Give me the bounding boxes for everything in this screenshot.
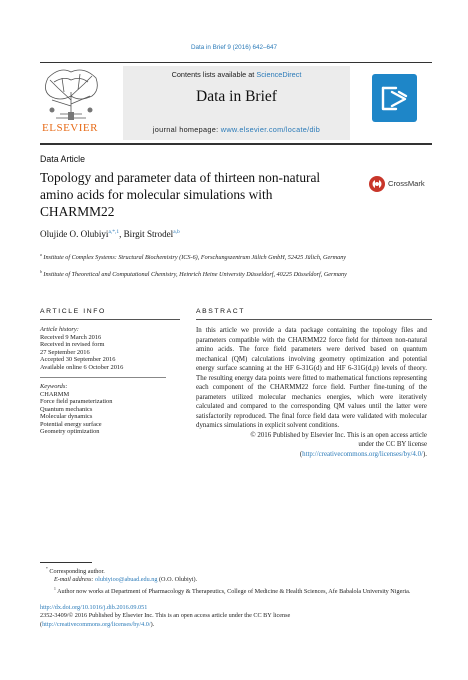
- header-rule-top: [40, 62, 432, 63]
- email-note: [40, 576, 432, 584]
- cc-close: ).: [150, 620, 155, 628]
- keywords-label: Keywords:: [40, 383, 68, 390]
- paren-close: ).: [422, 450, 427, 458]
- crossmark-badge[interactable]: [368, 175, 430, 193]
- article-history: [40, 326, 180, 371]
- affiliation-text: Institute of Theoretical and Computational Chemistry, Heinrich Heine University Düsseldorf, 40225 Düsseldorf, Germany: [43, 271, 347, 279]
- author-marks[interactable]: a,*,1: [108, 229, 120, 235]
- data-in-brief-logo: [372, 74, 417, 122]
- keyword: CHARMM: [40, 390, 70, 398]
- cc-line: (http://creativecommons.org/licenses/by/4.0/).: [40, 620, 155, 628]
- elsevier-tree-logo: [40, 66, 102, 122]
- abstract-rule: [196, 319, 432, 320]
- history-item: Accepted 30 September 2016: [40, 356, 116, 363]
- keyword: Potential energy surface: [40, 420, 102, 428]
- issn-line: 2352-3409/© 2016 Published by Elsevier Inc. This is an open access article under the CC BY license: [40, 612, 291, 620]
- license-line: © 2016 Published by Elsevier Inc. This is an open access article: [250, 431, 427, 439]
- author-name: Olujide O. Olubiyi: [40, 229, 109, 240]
- keyword: Quantum mechanics: [40, 405, 93, 413]
- journal-name: Data in Brief: [196, 88, 277, 105]
- abstract-body: [196, 326, 427, 459]
- affiliation-mark: b: [40, 270, 42, 274]
- keyword: Geometry optimization: [40, 428, 100, 435]
- author-note-text: Author now works at Department of Pharmacology & Therapeutics, College of Medicine & Health Sciences, Afe Babalola University Nigeria.: [57, 587, 411, 595]
- abstract-license: [196, 431, 427, 460]
- author-name: Birgit Strodel: [123, 229, 174, 240]
- keyword: Force field parameterization: [40, 398, 113, 405]
- history-item: Available online 6 October 2016: [40, 363, 124, 371]
- author-list: [40, 229, 180, 239]
- history-item: 27 September 2016: [40, 348, 90, 356]
- email-link[interactable]: olubiyioo@abuad.edu.ng: [95, 576, 158, 584]
- corresponding-note: * Corresponding author.: [46, 567, 105, 576]
- crossmark-icon: [368, 175, 386, 193]
- affiliation-text: Institute of Complex Systems: Structural Biochemistry (ICS-6), Forschungszentrum Jülich GmbH, 52425 Jülich, Germany: [43, 254, 347, 262]
- corresponding-text: Corresponding author.: [49, 568, 105, 576]
- author-separator: ,: [119, 229, 124, 240]
- affiliation-mark: a: [40, 253, 42, 257]
- affiliation-b: [40, 268, 370, 279]
- footnote-rule: [40, 562, 92, 563]
- crossmark-label: CrossMark: [388, 179, 425, 188]
- email-label: E-mail address:: [54, 576, 94, 584]
- article-info-rule: [40, 319, 180, 320]
- homepage-line: [123, 125, 350, 134]
- email-suffix: (O.O. Olubiyi).: [157, 576, 198, 584]
- paren-open: (: [299, 450, 303, 458]
- keyword: Molecular dynamics: [40, 413, 93, 420]
- abstract-heading: ABSTRACT: [196, 308, 246, 315]
- license-line: under the CC BY license: [358, 441, 427, 448]
- history-label: Article history:: [40, 326, 79, 333]
- header-rule-bottom: [40, 143, 432, 145]
- doi-block: [40, 604, 432, 629]
- author-note: $^1$ Author now works at Department of Pharmacology & Therapeutics, College of Medicine & Health Sciences, Afe Babalola University Nigeria.: [54, 586, 411, 595]
- keywords: [40, 383, 180, 436]
- license-link-line: [196, 450, 427, 460]
- contents-prefix: Contents lists available at: [171, 70, 257, 79]
- doi-link[interactable]: http://dx.doi.org/10.1016/j.dib.2016.09.051: [40, 604, 148, 611]
- cc-link[interactable]: http://creativecommons.org/licenses/by/4.0/: [42, 620, 151, 628]
- homepage-link[interactable]: www.elsevier.com/locate/dib: [220, 125, 321, 134]
- author-marks[interactable]: a,b: [173, 229, 180, 235]
- footnotes: [40, 565, 432, 596]
- history-item: Received 9 March 2016: [40, 333, 102, 341]
- contents-line: [123, 70, 350, 79]
- info-divider: [40, 377, 166, 378]
- abstract-paragraph: In this article we provide a data package containing the topology files and parameters compatible with the CHARMM22 force field for thirteen non-natural amino acids. The force field parameters were derived based on quantum mechanical (QM) calculations involving geometry optimization and potential energy surface scanning at the HF 6-31G(d) and HF 6-31G(d,p) levels of theory. The resulting energy data points were fitted to mathematical functions representing each component of the CHARMM22 force field. Further fine-tuning of the parameters utilized molecular mechanics energies, which were iteratively calculated and compared to the corresponding QM values until the latter were satisfactorily reproduced. The final force field data were validated with molecular dynamics simulations in explicit solvent conditions.: [196, 327, 427, 429]
- article-title: Topology and parameter data of thirteen non-natural amino acids for molecular simulations with CHARMM22: [40, 170, 321, 219]
- arrow-box-icon: [372, 74, 417, 122]
- journal-citation[interactable]: Data in Brief 9 (2016) 642–647: [190, 44, 278, 51]
- publisher-name: ELSEVIER: [42, 122, 98, 134]
- sciencedirect-link[interactable]: ScienceDirect: [256, 70, 302, 79]
- cc-license-link[interactable]: http://creativecommons.org/licenses/by/4.0/: [302, 450, 423, 458]
- article-info-heading: ARTICLE INFO: [40, 308, 106, 315]
- homepage-prefix: journal homepage:: [152, 125, 221, 134]
- article-type: Data Article: [40, 154, 85, 164]
- affiliation-a: [40, 251, 370, 262]
- history-item: Received in revised form: [40, 341, 105, 348]
